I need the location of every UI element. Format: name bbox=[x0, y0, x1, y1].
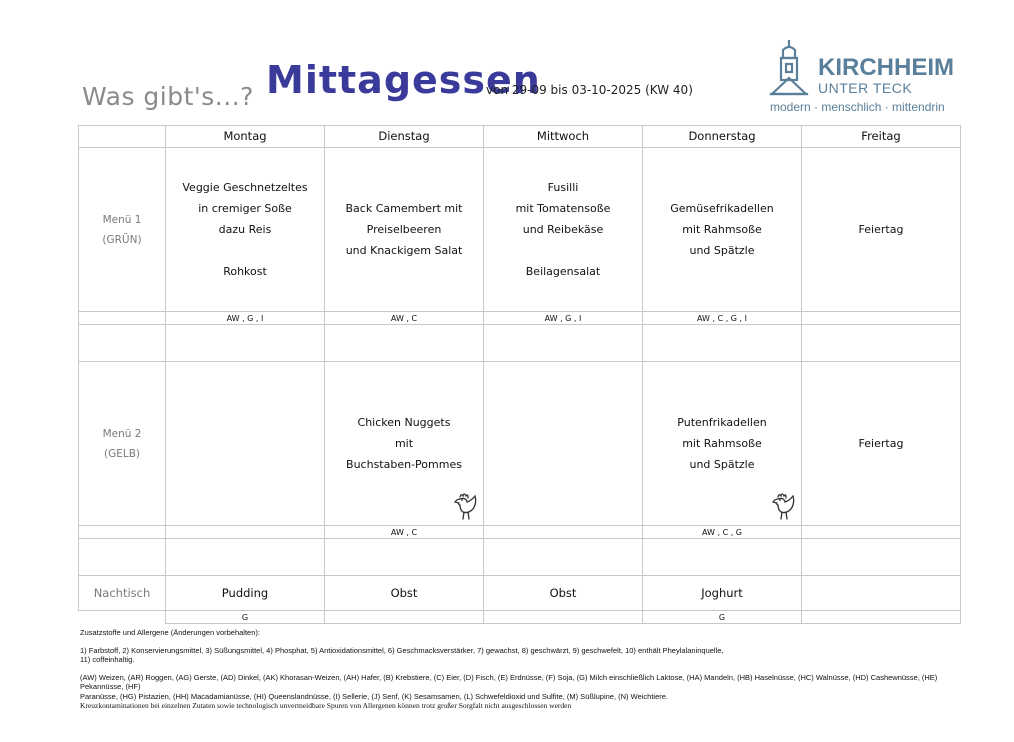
dessert-cell: Pudding bbox=[166, 576, 325, 611]
allergen-cell bbox=[802, 312, 961, 325]
dessert-cell bbox=[802, 576, 961, 611]
day-header: Mittwoch bbox=[484, 126, 643, 148]
day-header-row bbox=[79, 126, 961, 148]
dessert-row bbox=[79, 576, 961, 611]
menu-color-text: (GRÜN) bbox=[102, 233, 142, 246]
meal-wrap bbox=[643, 362, 801, 525]
allergens-text: (AW) Weizen, (AR) Roggen, (AG) Gerste, (AD) Dinkel, (AK) Khorasan-Weizen, (AH) Hafer, (B) Krebstiere, (C) Eier, (D) Fisch, (E) Erdnüsse, (F) Soja, (G) Milch einschließlich Laktose, (HA) Mandeln, (HB) Haselnüsse, (HC) Walnüsse, (HD) Cashewnüsse, (HE) Pekannüsse, (HF) bbox=[80, 672, 938, 691]
allergen-cell: AW , C , G , I bbox=[643, 312, 802, 325]
empty-cell bbox=[484, 539, 643, 576]
meal-text: Putenfrikadellen mit Rahmsoße und Spätzle bbox=[677, 416, 767, 471]
empty-cell bbox=[802, 539, 961, 576]
meal-cell: Fusilli mit Tomatensoße und Reibekäse Beilagensalat bbox=[484, 148, 643, 312]
day-header: Dienstag bbox=[325, 126, 484, 148]
dessert-allergen-row bbox=[79, 611, 961, 624]
allergen-cell bbox=[802, 526, 961, 539]
allergen-cell bbox=[484, 526, 643, 539]
logo-line-2: UNTER TECK bbox=[818, 80, 913, 96]
empty-cell bbox=[643, 539, 802, 576]
page-title: Mittagessen bbox=[266, 58, 541, 102]
meal-wrap bbox=[325, 362, 483, 525]
empty-cell bbox=[802, 325, 961, 362]
day-header: Montag bbox=[166, 126, 325, 148]
menu-color-text: (GELB) bbox=[103, 447, 141, 460]
menu2-allergen-row bbox=[79, 526, 961, 539]
allergens-text-2: Paranüsse, (HG) Pistazien, (HH) Macadamianüsse, (HI) Queenslandnüsse, (I) Sellerie, (J) Senf, (K) Sesamsamen, (L) Schwefeldioxid und Sulfite, (M) Süßlupine, (N) Weichtiere. bbox=[80, 691, 668, 701]
additives-text-2: 11) coffeinhaltig. bbox=[80, 655, 135, 664]
allergen-cell: AW , C , G bbox=[643, 526, 802, 539]
corner-cell bbox=[79, 126, 166, 148]
meal-cell bbox=[325, 362, 484, 526]
spacer-row bbox=[79, 325, 961, 362]
dessert-cell: Obst bbox=[325, 576, 484, 611]
allergen-cell: G bbox=[643, 611, 802, 624]
allergen-notes bbox=[80, 628, 970, 711]
allergen-cell: AW , G , I bbox=[166, 312, 325, 325]
allergen-cell bbox=[802, 611, 961, 624]
empty-cell bbox=[643, 325, 802, 362]
spacer-row bbox=[79, 539, 961, 576]
week-range: von 29-09 bis 03-10-2025 (KW 40) bbox=[486, 83, 693, 97]
meal-text: Chicken Nuggets mit Buchstaben-Pommes bbox=[346, 416, 462, 471]
allergen-cell: AW , C bbox=[325, 526, 484, 539]
menu-table bbox=[78, 125, 961, 624]
tower-icon bbox=[768, 38, 810, 96]
allergen-cell: AW , G , I bbox=[484, 312, 643, 325]
empty-cell bbox=[325, 325, 484, 362]
empty-cell bbox=[79, 325, 166, 362]
allergen-cell bbox=[79, 611, 166, 624]
meal-cell: Feiertag bbox=[802, 148, 961, 312]
allergen-cell bbox=[325, 611, 484, 624]
allergen-cell bbox=[79, 312, 166, 325]
allergen-cell bbox=[166, 526, 325, 539]
allergen-cell bbox=[79, 526, 166, 539]
kirchheim-logo bbox=[768, 38, 964, 118]
day-header: Donnerstag bbox=[643, 126, 802, 148]
meal-cell bbox=[484, 362, 643, 526]
menu1-allergen-row bbox=[79, 312, 961, 325]
menu2-row bbox=[79, 362, 961, 526]
dessert-cell: Obst bbox=[484, 576, 643, 611]
logo-line-1: KIRCHHEIM bbox=[818, 54, 954, 81]
empty-cell bbox=[166, 325, 325, 362]
meal-cell bbox=[643, 362, 802, 526]
menu-label-text: Menü 2 bbox=[102, 427, 142, 440]
allergen-cell: AW , C bbox=[325, 312, 484, 325]
meal-cell: Feiertag bbox=[802, 362, 961, 526]
empty-cell bbox=[484, 325, 643, 362]
cross-contamination-text: Kreuzkontaminationen bei einzelnen Zutaten sowie technologisch unvermeidbare Spuren von Allergenen können trotz großer Sorgfalt nicht ausgeschlossen werden bbox=[80, 701, 572, 710]
tagline: Was gibt's...? bbox=[82, 82, 254, 111]
empty-cell bbox=[79, 539, 166, 576]
additives-text: 1) Farbstoff, 2) Konservierungsmittel, 3) Süßungsmittel, 4) Phosphat, 5) Antioxidationsmittel, 6) Geschmacksverstärker, 7) gewachst, 8) geschwärzt, 9) geschwefelt, 10) enthält Pheylalaninquelle, bbox=[80, 645, 724, 655]
empty-cell bbox=[325, 539, 484, 576]
allergen-cell bbox=[484, 611, 643, 624]
meal-cell bbox=[166, 362, 325, 526]
dessert-label: Nachtisch bbox=[79, 576, 166, 611]
notes-heading: Zusatzstoffe und Allergene (Änderungen vorbehalten): bbox=[80, 628, 260, 637]
day-header: Freitag bbox=[802, 126, 961, 148]
meal-cell: Back Camembert mit Preiselbeeren und Knackigem Salat bbox=[325, 148, 484, 312]
menu1-row bbox=[79, 148, 961, 312]
menu-label-text: Menü 1 bbox=[102, 213, 142, 226]
empty-cell bbox=[166, 539, 325, 576]
logo-slogan: modern · menschlich · mittendrin bbox=[770, 100, 945, 114]
allergen-cell: G bbox=[166, 611, 325, 624]
dessert-cell: Joghurt bbox=[643, 576, 802, 611]
menu1-label bbox=[79, 148, 166, 312]
chicken-icon bbox=[451, 491, 479, 521]
menu2-label bbox=[79, 362, 166, 526]
meal-cell: Veggie Geschnetzeltes in cremiger Soße dazu Reis Rohkost bbox=[166, 148, 325, 312]
chicken-icon bbox=[769, 491, 797, 521]
meal-cell: Gemüsefrikadellen mit Rahmsoße und Spätzle bbox=[643, 148, 802, 312]
